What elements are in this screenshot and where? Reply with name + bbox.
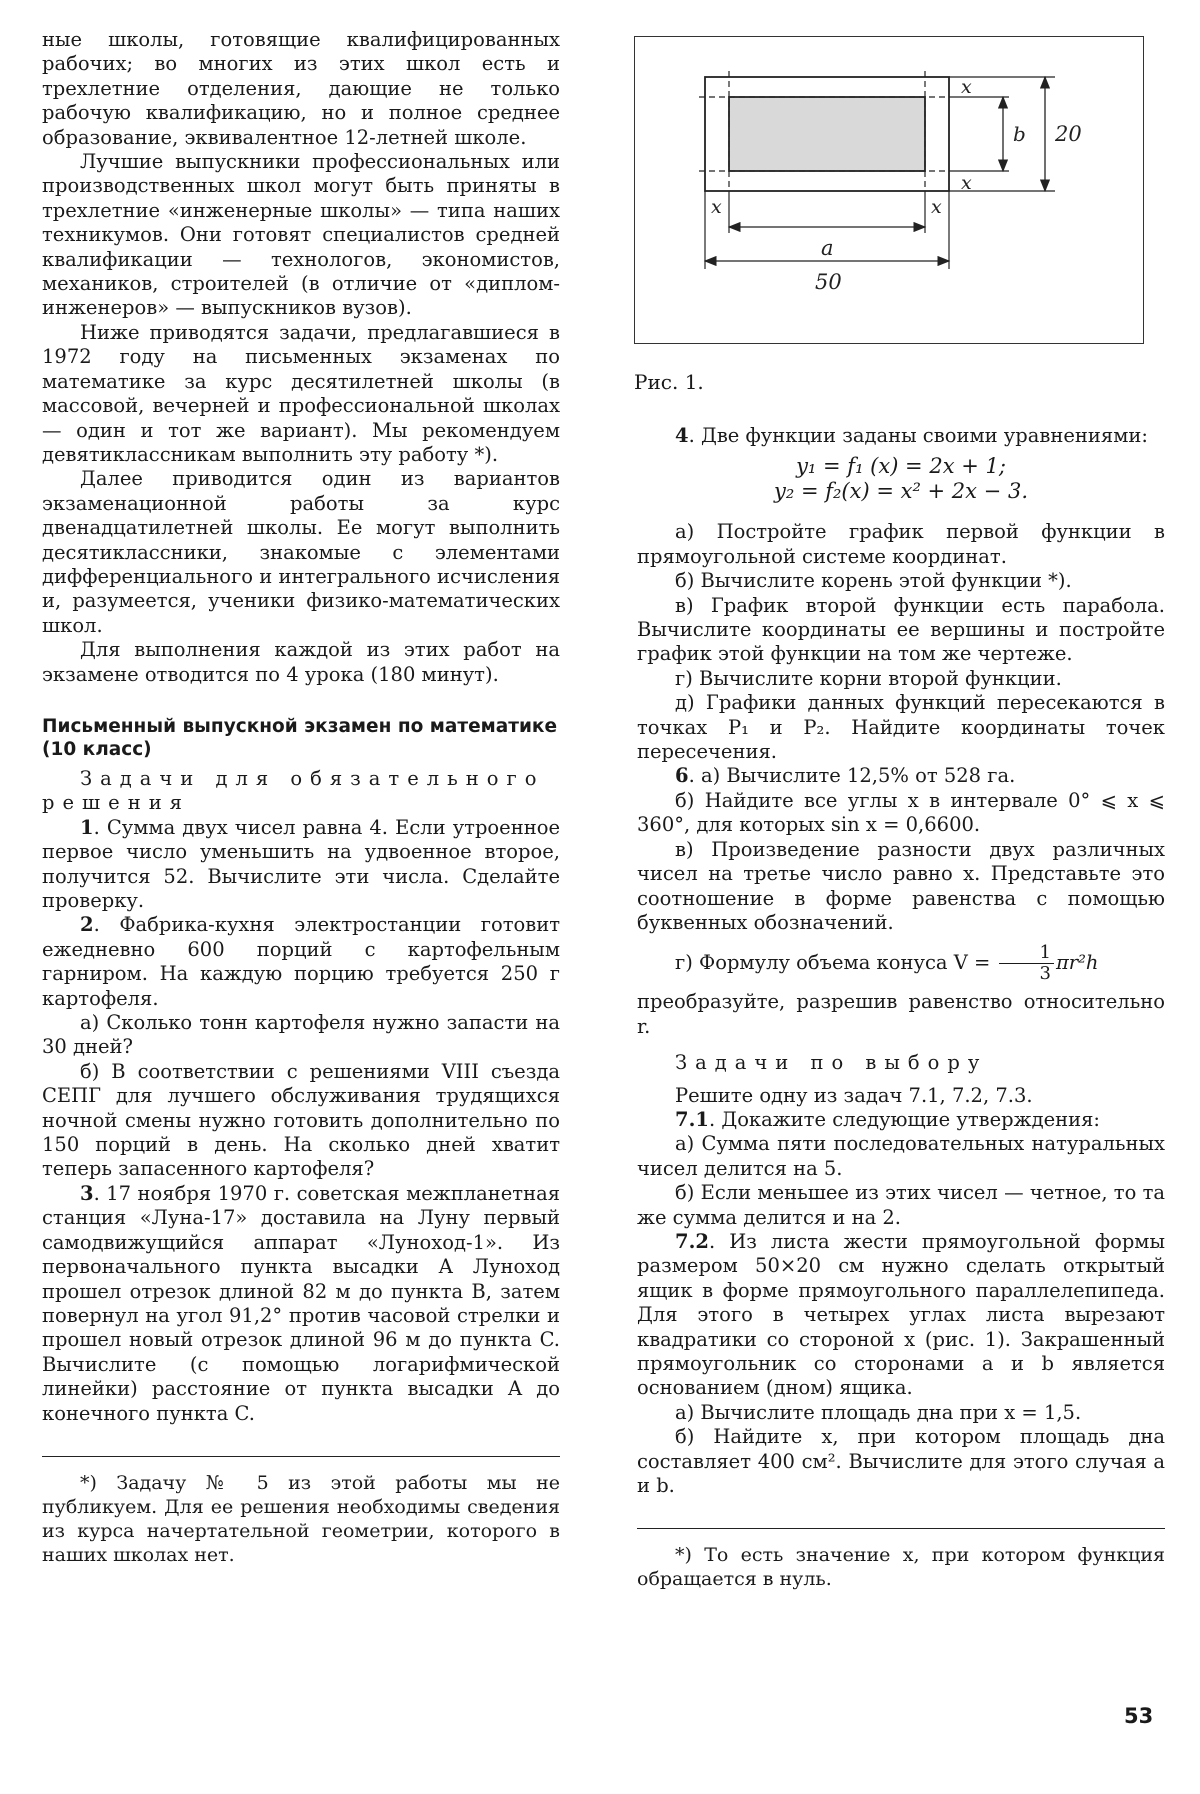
- label-x-right: x: [931, 196, 942, 218]
- fraction-denominator: 3: [1039, 963, 1051, 985]
- figure-diagram: [635, 37, 1143, 343]
- task-6c: в) Произведение разности двух различных чисел на третье число равно x. Представьте это соотношение в форме равенства с помощью буквенных обозначений.: [637, 837, 1165, 934]
- task-number: 7.2: [675, 1229, 709, 1253]
- task-2b: б) В соответствии с решениями VIII съезда СЕПГ для лучшего обслуживания трудящихся ночной смены нужно готовить дополнительно по 150 порций в день. На сколько дней хватит теперь запасенного картофеля?: [42, 1059, 560, 1181]
- task-4c: в) График второй функции есть парабола. Вычислите координаты ее вершины и постройте график этой функции на том же чертеже.: [637, 593, 1165, 666]
- task-7-2a: а) Вычислите площадь дна при x = 1,5.: [675, 1400, 1082, 1424]
- figure-caption: Рис. 1.: [634, 370, 704, 394]
- fraction-numerator: 1: [999, 943, 1054, 964]
- task-4b: б) Вычислите корень этой функции *).: [675, 569, 1072, 593]
- label-a: a: [821, 236, 834, 260]
- section-heading: Письменный выпускной экзамен по математике (10 класс): [42, 715, 558, 760]
- task-number: 4: [675, 424, 689, 447]
- task-number: 1: [80, 815, 94, 839]
- task-6b: б) Найдите все углы x в интервале 0° ⩽ x ⩽ 360°, для которых sin x = 0,6600.: [637, 788, 1165, 837]
- paragraph: Ниже приводятся задачи, предлагавшиеся в 1972 году на письменных экзаменах по математике за курс десятилетней школы (в массовой, вечерней и профессиональной школах — один и тот же вариант). Мы рекомендуем девятиклассникам выполнить эту работу *).: [42, 320, 560, 466]
- task-6: [637, 764, 1165, 788]
- task-4: [637, 424, 1165, 448]
- right-column: [637, 424, 1165, 1591]
- task-7-1b: б) Если меньшее из этих чисел — четное, то та же сумма делится и на 2.: [637, 1181, 1165, 1229]
- task-7-1a: а) Сумма пяти последовательных натуральных чисел делится на 5.: [637, 1132, 1165, 1180]
- task-2a: а) Сколько тонн картофеля нужно запасти на 30 дней?: [42, 1011, 560, 1059]
- task-4d: г) Вычислите корни второй функции.: [675, 666, 1062, 690]
- label-x-left: x: [711, 196, 722, 218]
- footnote-text: *) То есть значение x, при котором функция обращается в нуль.: [637, 1544, 1165, 1591]
- task-number: 2: [80, 913, 94, 937]
- task-4e: д) Графики данных функций пересекаются в точках P₁ и P₂. Найдите координаты точек пересечения.: [637, 691, 1165, 764]
- task-text: . Из листа жести прямоугольной формы размером 50×20 см нужно сделать открытый ящик в форме прямоугольного параллелепипеда. Для этого в четырех углах листа вырезают квадратики со стороной x (рис. 1). Закрашенный прямоугольник со сторонами a и b является основанием (дном) ящика.: [637, 1229, 1165, 1400]
- task-text: . а) Вычислите 12,5% от 528 га.: [688, 764, 1016, 788]
- label-50: 50: [815, 270, 842, 294]
- task-text: г) Формулу объема конуса V =: [675, 951, 997, 975]
- task-7-2: [637, 1230, 1165, 1401]
- paragraph: Лучшие выпускники профессиональных или производственных школ могут быть приняты в трехлетние «инженерные школы» — типа наших техникумов. Они готовят специалистов средней квалификации — технологов, экономистов, механиков, строителей (в отличие от «диплом-инженеров» — выпускников вузов).: [42, 150, 560, 320]
- equation-2: y₂ = f₂(x) = x² + 2x − 3.: [774, 479, 1028, 504]
- task-6d-continued: преобразуйте, разрешив равенство относительно r.: [637, 990, 1165, 1038]
- task-7-1: [637, 1108, 1165, 1132]
- task-6d: [637, 943, 1165, 984]
- paragraph: Для выполнения каждой из этих работ на экзамене отводится по 4 урока (180 минут).: [42, 638, 560, 686]
- task-text: . Фабрика-кухня электростанции готовит ежедневно 600 порций с картофельным гарниром. На каждую порцию требуется 250 г картофеля.: [42, 913, 560, 1010]
- left-column: [42, 28, 560, 1567]
- subsection-heading: Задачи по выбору: [675, 1051, 988, 1075]
- label-x-bottom-right: x: [961, 172, 972, 194]
- task-text: . 17 ноября 1970 г. советская межпланетная станция «Луна-17» доставила на Луну первый самодвижущийся аппарат «Луноход-1». Из первоначального пункта высадки A Луноход прошел отрезок длиной 82 м до пункта B, затем повернул на угол 91,2° против часовой стрелки и прошел новый отрезок длиной 96 м до пункта C. Вычислите (с помощью логарифмической линейки) расстояние от пункта высадки A до конечного пункта C.: [42, 1181, 560, 1425]
- task-text: . Две функции заданы своими уравнениями:: [688, 424, 1148, 447]
- task-7-2b: б) Найдите x, при котором площадь дна составляет 400 см². Вычислите для этого случая a и b.: [637, 1425, 1165, 1498]
- footnote: [637, 1543, 1165, 1591]
- choice-intro: Решите одну из задач 7.1, 7.2, 7.3.: [675, 1083, 1033, 1107]
- subsection-heading: Задачи для обязательного решения: [42, 766, 545, 815]
- figure-1: [634, 36, 1144, 344]
- footnote-rule: [42, 1456, 560, 1457]
- task-text: . Докажите следующие утверждения:: [708, 1107, 1100, 1131]
- task-4a: а) Постройте график первой функции в прямоугольной системе координат.: [637, 520, 1165, 568]
- formula-tail: πr²h: [1055, 951, 1099, 975]
- footnote-text: *) Задачу № 5 из этой работы мы не публикуем. Для ее решения необходимы сведения из курса начертательной геометрии, которого в наших школах нет.: [42, 1471, 560, 1566]
- footnote: [42, 1471, 560, 1567]
- task-1: [42, 816, 560, 914]
- task-number: 6: [675, 764, 689, 788]
- paragraph: ные школы, готовящие квалифицированных рабочих; во многих из этих школ есть и трехлетние отделения, дающие не только рабочую квалификацию, но и полное среднее образование, эквивалентное 12-летней школе.: [42, 28, 560, 149]
- task-3: [42, 1182, 560, 1426]
- base-rectangle: [729, 97, 925, 171]
- fraction: [999, 943, 1054, 984]
- task-2: [42, 913, 560, 1011]
- task-number: 3: [80, 1181, 94, 1205]
- label-20: 20: [1055, 122, 1082, 146]
- paragraph: Далее приводится один из вариантов экзаменационной работы за курс двенадцатилетней школы. Ее могут выполнить десятиклассники, знакомые с элементами дифференциального и интегрального исчисления и, разумеется, ученики физико-математических школ.: [42, 467, 560, 637]
- page-number: 53: [1124, 1704, 1154, 1728]
- label-x-top: x: [961, 76, 972, 98]
- label-b: b: [1013, 122, 1026, 146]
- footnote-rule: [637, 1528, 1165, 1529]
- equation-1: y₁ = f₁ (x) = 2x + 1;: [796, 454, 1006, 479]
- task-number: 7.1: [675, 1107, 709, 1131]
- task-text: . Сумма двух чисел равна 4. Если утроенное первое число уменьшить на удвоенное второе, получится 52. Вычислите эти числа. Сделайте проверку.: [42, 815, 560, 912]
